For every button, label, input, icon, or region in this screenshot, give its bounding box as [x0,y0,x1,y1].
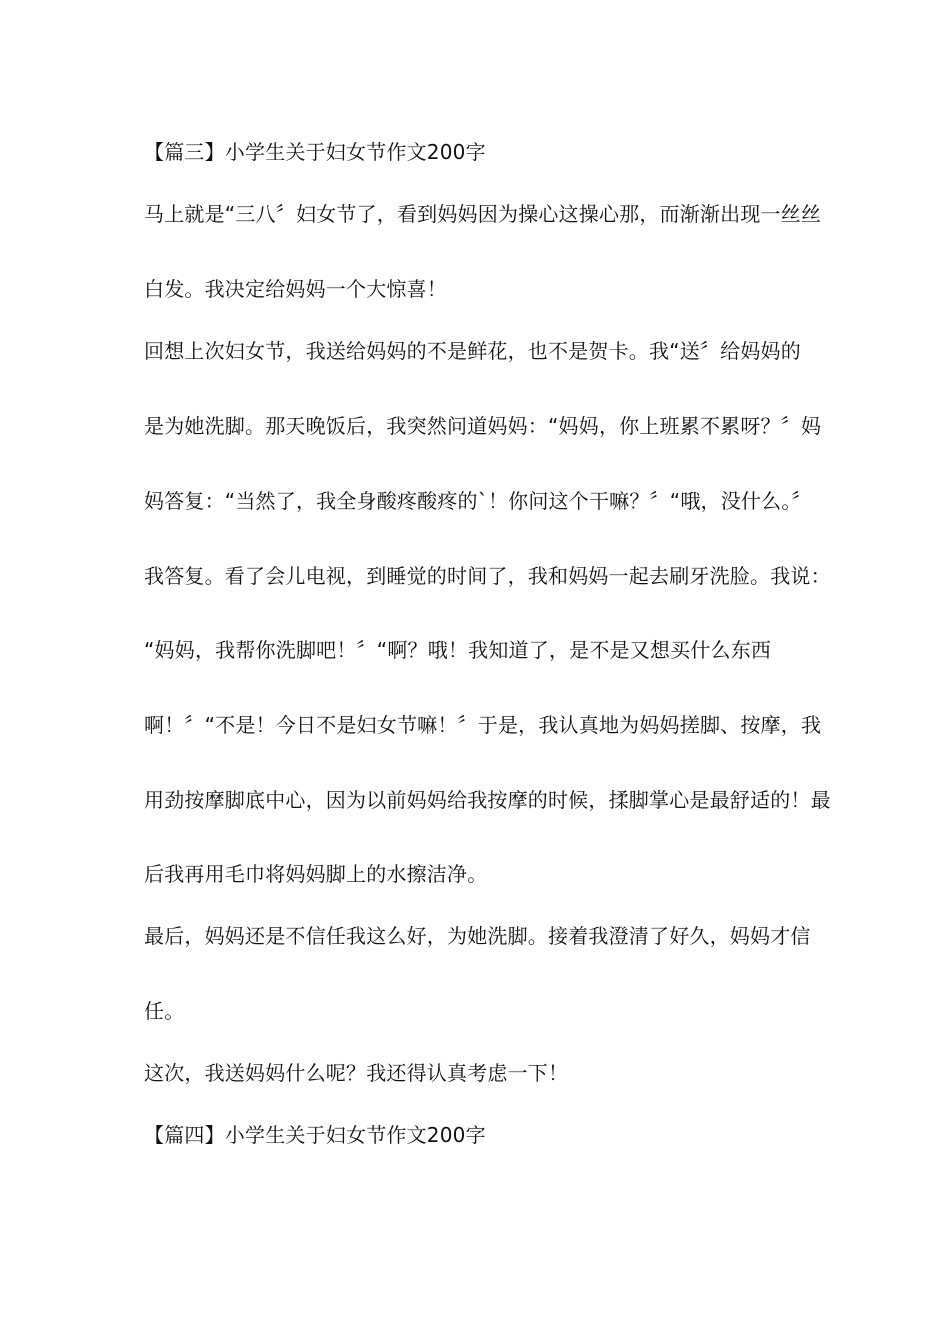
paragraph-line-3: 回想上次妇女节，我送给妈妈的不是鲜花，也不是贺卡。我“送〞给妈妈的 [144,339,801,363]
section-heading-4: 【篇四】小学生关于妇女节作文200字 [144,1123,486,1147]
paragraph-line-13: 这次，我送妈妈什么呢？我还得认真考虑一下！ [144,1061,569,1085]
paragraph-line-11: 最后，妈妈还是不信任我这么好，为她洗脚。接着我澄清了好久，妈妈才信 [144,924,811,948]
paragraph-line-6: 我答复。看了会儿电视，到睡觉的时间了，我和妈妈一起去刷牙洗脸。我说： [144,564,831,588]
paragraph-line-12: 任。 [144,999,185,1023]
paragraph-line-10: 后我再用毛巾将妈妈脚上的水擦洁净。 [144,862,488,886]
section-heading-3: 【篇三】小学生关于妇女节作文200字 [144,140,486,164]
paragraph-line-8: 啊！〞“不是！今日不是妇女节嘛！〞于是，我认真地为妈妈搓脚、按摩，我 [144,713,822,737]
paragraph-line-5: 妈答复：“当然了，我全身酸疼酸疼的`！你问这个干嘛？〞“哦，没什么。〞 [144,489,812,513]
paragraph-line-9: 用劲按摩脚底中心，因为以前妈妈给我按摩的时候，揉脚掌心是最舒适的！最 [144,788,831,812]
paragraph-line-4: 是为她洗脚。那天晚饭后，我突然问道妈妈：“妈妈，你上班累不累呀？〞妈 [144,414,822,438]
paragraph-line-7: “妈妈，我帮你洗脚吧！〞“啊？哦！我知道了，是不是又想买什么东西 [144,638,772,662]
paragraph-line-1: 马上就是“三八〞妇女节了，看到妈妈因为操心这操心那，而渐渐出现一丝丝 [144,202,822,226]
paragraph-line-2: 白发。我决定给妈妈一个大惊喜！ [144,277,447,301]
